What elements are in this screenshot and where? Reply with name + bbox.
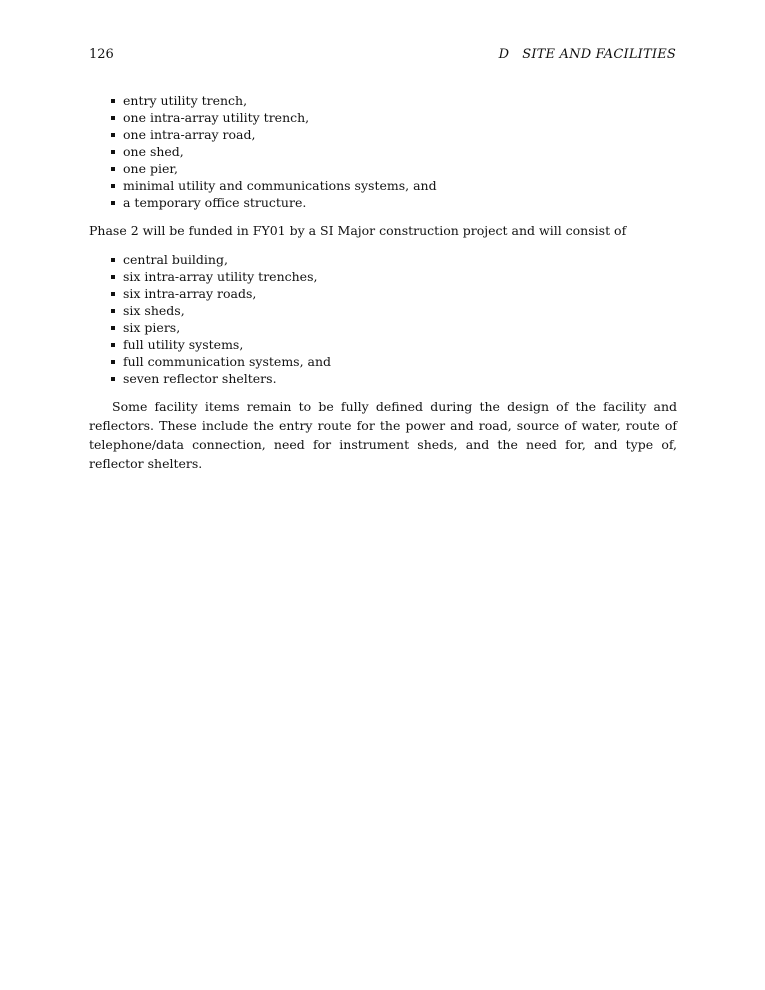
- bullet-icon: [111, 309, 115, 313]
- bullet-icon: [111, 201, 115, 205]
- list-item: [110, 177, 437, 194]
- list-item: [110, 109, 437, 126]
- list-item: [110, 285, 331, 302]
- list-item-text: full communication systems, and: [123, 354, 332, 369]
- list-item-text: one intra-array utility trench,: [123, 110, 310, 125]
- bullet-icon: [111, 258, 115, 262]
- page-header: [89, 47, 676, 65]
- bullet-icon: [111, 292, 115, 296]
- list-item: [110, 370, 331, 387]
- closing-paragraph: Some facility items remain to be fully defined during the design of the facility and reflectors. These include the entry route for the power and road, source of water, route of telephone/data connection, need for instrument sheds, and the need for, and type of, reflector shelters.: [89, 399, 677, 471]
- bullet-icon: [111, 326, 115, 330]
- list-item: [110, 92, 437, 109]
- list-item-text: central building,: [123, 252, 228, 267]
- list-item-text: one pier,: [123, 161, 178, 176]
- list-item-text: a temporary office structure.: [123, 195, 307, 210]
- list-item-text: minimal utility and communications systems, and: [123, 178, 437, 193]
- list-item: [110, 302, 331, 319]
- list-item-text: six piers,: [123, 320, 181, 335]
- list-item: [110, 143, 437, 160]
- list-item: [110, 251, 331, 268]
- bullet-icon: [111, 275, 115, 279]
- list-item: [110, 319, 331, 336]
- bullet-icon: [111, 167, 115, 171]
- list-item-text: six intra-array roads,: [123, 286, 257, 301]
- list-item-text: full utility systems,: [123, 337, 244, 352]
- phase2-intro: Phase 2 will be funded in FY01 by a SI Major construction project and will consist of: [89, 223, 627, 238]
- page-number: 126: [89, 47, 114, 62]
- list-item: [110, 126, 437, 143]
- list-item-text: one shed,: [123, 144, 184, 159]
- list-item: [110, 336, 331, 353]
- list-item-text: six intra-array utility trenches,: [123, 269, 318, 284]
- bullet-icon: [111, 116, 115, 120]
- list-item: [110, 194, 437, 211]
- bullet-icon: [111, 360, 115, 364]
- list-item-text: seven reflector shelters.: [123, 371, 277, 386]
- running-title: D SITE AND FACILITIES: [498, 47, 676, 62]
- bullet-icon: [111, 184, 115, 188]
- list-item-text: one intra-array road,: [123, 127, 256, 142]
- bullet-icon: [111, 150, 115, 154]
- phase1-list: [110, 92, 437, 211]
- list-item: [110, 160, 437, 177]
- bullet-icon: [111, 343, 115, 347]
- phase2-list: [110, 251, 331, 387]
- list-item: [110, 268, 331, 285]
- list-item-text: six sheds,: [123, 303, 185, 318]
- bullet-icon: [111, 377, 115, 381]
- list-item: [110, 353, 331, 370]
- list-item-text: entry utility trench,: [123, 93, 248, 108]
- bullet-icon: [111, 99, 115, 103]
- bullet-icon: [111, 133, 115, 137]
